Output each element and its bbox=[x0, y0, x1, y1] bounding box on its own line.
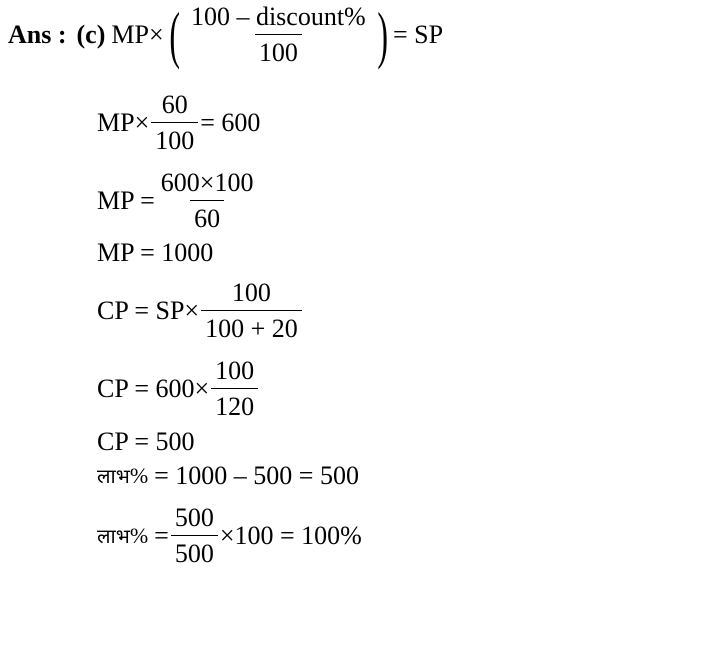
discount-fraction bbox=[187, 4, 370, 66]
step-fraction bbox=[201, 280, 302, 342]
step-4 bbox=[97, 280, 304, 342]
profit-word: लाभ bbox=[97, 524, 130, 548]
fraction-numerator: 100 bbox=[231, 278, 271, 307]
step-fraction bbox=[151, 92, 198, 154]
step-text: CP = 500 bbox=[97, 427, 195, 456]
step-rhs: = 600 bbox=[200, 108, 261, 137]
step-lhs: CP = 600× bbox=[97, 374, 210, 403]
fraction-numerator: 600×100 bbox=[160, 168, 254, 197]
answer-label: Ans : bbox=[8, 20, 67, 49]
step-fraction bbox=[157, 170, 258, 232]
fraction-numerator: 100 bbox=[215, 356, 255, 385]
fraction-numerator: 60 bbox=[161, 90, 188, 119]
fraction-denominator: 100 bbox=[255, 34, 302, 66]
left-paren: ( bbox=[168, 0, 180, 71]
fraction-denominator: 60 bbox=[190, 200, 224, 232]
step-1 bbox=[97, 92, 260, 154]
step-5 bbox=[97, 358, 260, 420]
step-3 bbox=[97, 240, 213, 266]
percent-sign: % bbox=[129, 523, 149, 548]
step-lhs: CP = SP× bbox=[97, 296, 200, 325]
right-paren: ) bbox=[377, 0, 388, 71]
answer-rhs: = SP bbox=[393, 20, 444, 49]
mp-symbol: MP bbox=[111, 20, 149, 49]
fraction-denominator: 100 + 20 bbox=[201, 310, 302, 342]
fraction-numerator: 500 bbox=[174, 503, 214, 532]
step-text: = 1000 – 500 = 500 bbox=[154, 461, 359, 490]
fraction-denominator: 500 bbox=[171, 535, 218, 567]
step-text: MP = 1000 bbox=[97, 238, 214, 267]
step-8 bbox=[97, 505, 362, 567]
fraction-denominator: 100 bbox=[151, 122, 198, 154]
step-rhs: ×100 = 100% bbox=[219, 521, 362, 550]
fraction-numerator: 100 – discount% bbox=[190, 2, 366, 31]
step-fraction bbox=[171, 505, 218, 567]
answer-option: (c) bbox=[76, 20, 106, 49]
times-symbol: × bbox=[148, 20, 164, 49]
step-7 bbox=[97, 463, 359, 489]
step-lhs: MP× bbox=[97, 108, 150, 137]
answer-line bbox=[8, 0, 444, 71]
fraction-denominator: 120 bbox=[211, 388, 258, 420]
step-lhs: MP = bbox=[97, 186, 155, 215]
profit-word: लाभ bbox=[97, 464, 130, 488]
step-2 bbox=[97, 170, 259, 232]
step-fraction bbox=[211, 358, 258, 420]
percent-sign: % bbox=[129, 463, 149, 488]
equals-sign: = bbox=[154, 521, 169, 550]
step-6 bbox=[97, 429, 195, 455]
